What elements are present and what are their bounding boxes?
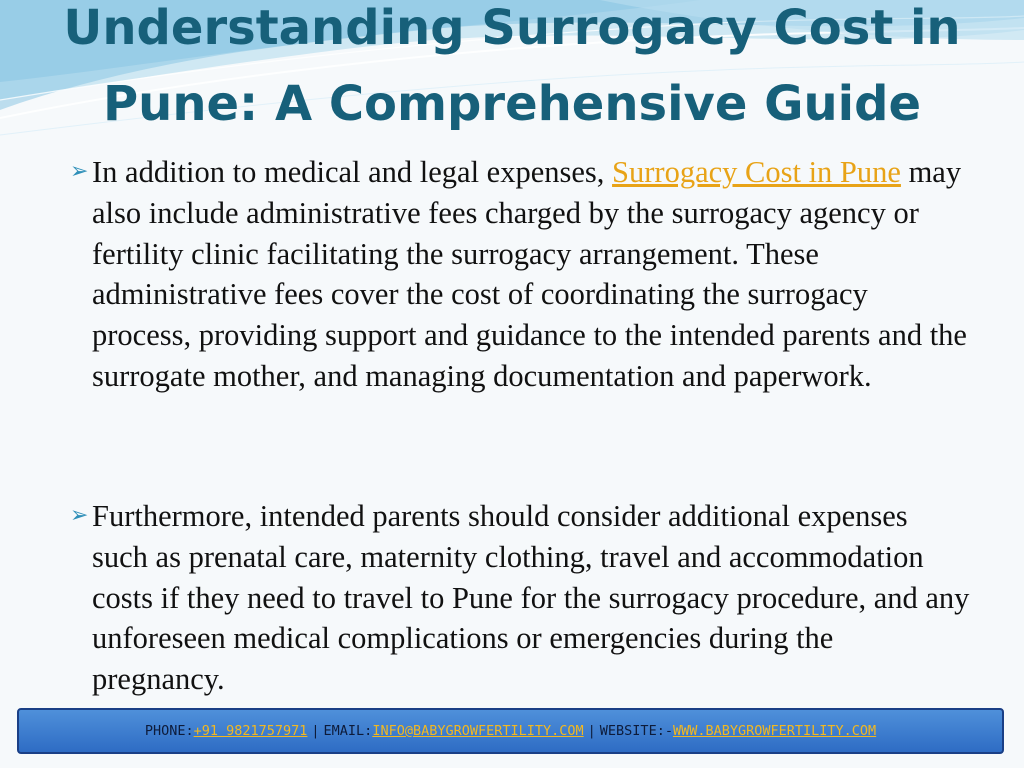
bullet-text: Furthermore, intended parents should consider additional expenses such as prenatal care, maternity clothing, travel and accommodation costs if they need to travel to Pune for the surrogacy procedure, and any unforeseen medical complications or emergencies during the pregnancy. [92, 499, 970, 697]
page-title [0, 0, 1024, 142]
bullet-text [70, 152, 970, 397]
website-link[interactable]: WWW.BABYGROWFERTILITY.COM [672, 723, 877, 739]
bullet-item-administrative-fees [70, 152, 970, 397]
surrogacy-cost-in-pune-link[interactable]: Surrogacy Cost in Pune [612, 155, 901, 189]
arrowhead-bullet-icon: ➢ [70, 503, 89, 528]
email-label: EMAIL: [323, 723, 373, 739]
contact-footer-bar [17, 708, 1004, 754]
title-line-1: Understanding Surrogacy Cost in [63, 0, 961, 56]
website-label: WEBSITE:- [599, 723, 673, 739]
phone-link[interactable]: +91 9821757971 [193, 723, 308, 739]
arrowhead-bullet-icon: ➢ [70, 159, 89, 184]
email-link[interactable]: INFO@BABYGROWFERTILITY.COM [372, 723, 584, 739]
title-line-2: Pune: A Comprehensive Guide [102, 76, 922, 132]
bullet-text-after: may also include administrative fees charged by the surrogacy agency or fertility clinic facilitating the surrogacy arrangement. These administrative fees cover the cost of coordinating the surrogacy process, providing support and guidance to the intended parents and the surrogate mother, and managing documentation and paperwork. [92, 155, 967, 393]
bullet-item-additional-expenses [70, 496, 970, 700]
phone-label: PHONE: [144, 723, 194, 739]
bullet-text-before: In addition to medical and legal expenses, [92, 155, 613, 189]
footer-separator: | [311, 723, 320, 739]
footer-separator: | [587, 723, 596, 739]
